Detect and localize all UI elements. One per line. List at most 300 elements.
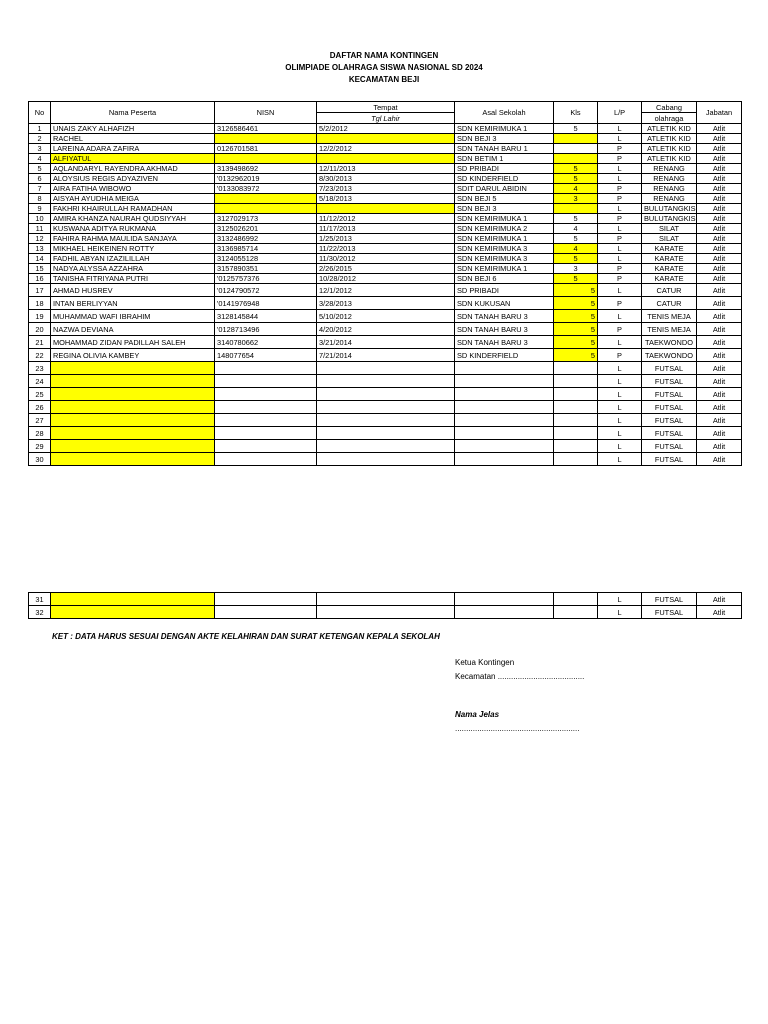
header-cabang: Cabang — [642, 102, 697, 113]
cell-nama — [51, 453, 215, 466]
kecamatan-line: Kecamatan ....................................... — [455, 672, 585, 681]
cell-kls: 5 — [554, 297, 598, 310]
cell-kls: 3 — [554, 194, 598, 204]
table-row — [29, 440, 742, 453]
cell-cabang: CATUR — [642, 297, 697, 310]
cell-no: 22 — [29, 349, 51, 362]
cell-nama: INTAN BERLIYYAN — [51, 297, 215, 310]
cell-nama: AHMAD HUSREV — [51, 284, 215, 297]
cell-kls: 5 — [554, 274, 598, 284]
cell-cabang: RENANG — [642, 194, 697, 204]
cell-lp: P — [598, 154, 642, 164]
cell-tgl: 3/21/2014 — [317, 336, 455, 349]
cell-cabang: FUTSAL — [642, 401, 697, 414]
cell-tgl — [317, 440, 455, 453]
table-row — [29, 194, 742, 204]
cell-no: 26 — [29, 401, 51, 414]
cell-no: 1 — [29, 124, 51, 134]
cell-kls: 5 — [554, 336, 598, 349]
cell-no: 14 — [29, 254, 51, 264]
cell-nama: MUHAMMAD WAFI IBRAHIM — [51, 310, 215, 323]
cell-asal: SDN KEMIRIMUKA 1 — [455, 234, 554, 244]
cell-nisn — [215, 194, 317, 204]
note-text: KET : DATA HARUS SESUAI DENGAN AKTE KELAHIRAN DAN SURAT KETENGAN KEPALA SEKOLAH — [52, 632, 440, 641]
ketua-kontingen-label: Ketua Kontingen — [455, 658, 515, 667]
cell-no: 18 — [29, 297, 51, 310]
cell-tgl: 12/1/2012 — [317, 284, 455, 297]
cell-kls — [554, 593, 598, 606]
cell-kls — [554, 401, 598, 414]
cell-lp: P — [598, 214, 642, 224]
cell-jabatan: Atlit — [697, 174, 742, 184]
cell-asal: SDN KUKUSAN — [455, 297, 554, 310]
cell-lp: L — [598, 362, 642, 375]
cell-tgl — [317, 204, 455, 214]
cell-cabang: ATLETIK KID — [642, 144, 697, 154]
cell-nisn — [215, 375, 317, 388]
cell-nama: KUSWANA ADITYA RUKMANA — [51, 224, 215, 234]
cell-jabatan: Atlit — [697, 224, 742, 234]
cell-nisn: 0126701581 — [215, 144, 317, 154]
cell-cabang: KARATE — [642, 274, 697, 284]
cell-cabang: FUTSAL — [642, 453, 697, 466]
cell-jabatan: Atlit — [697, 214, 742, 224]
cell-lp: P — [598, 349, 642, 362]
cell-lp: P — [598, 234, 642, 244]
cell-asal — [455, 362, 554, 375]
cell-cabang: RENANG — [642, 164, 697, 174]
table-row — [29, 154, 742, 164]
cell-jabatan: Atlit — [697, 453, 742, 466]
cell-nisn: 3136985714 — [215, 244, 317, 254]
cell-asal — [455, 453, 554, 466]
table-row — [29, 427, 742, 440]
cell-cabang: KARATE — [642, 264, 697, 274]
cell-nisn — [215, 204, 317, 214]
cell-no: 2 — [29, 134, 51, 144]
cell-kls — [554, 204, 598, 214]
cell-nisn: 3132486992 — [215, 234, 317, 244]
cell-nisn — [215, 414, 317, 427]
cell-tgl: 1/25/2013 — [317, 234, 455, 244]
cell-no: 13 — [29, 244, 51, 254]
cell-nama: MOHAMMAD ZIDAN PADILLAH SALEH — [51, 336, 215, 349]
header-jabatan: Jabatan — [697, 102, 742, 124]
cell-jabatan: Atlit — [697, 154, 742, 164]
cell-jabatan: Atlit — [697, 284, 742, 297]
cell-jabatan: Atlit — [697, 440, 742, 453]
table-row — [29, 244, 742, 254]
table-row — [29, 297, 742, 310]
table-row — [29, 164, 742, 174]
table-row — [29, 362, 742, 375]
cell-jabatan: Atlit — [697, 336, 742, 349]
table-row — [29, 414, 742, 427]
cell-asal: SDN TANAH BARU 3 — [455, 310, 554, 323]
table-row — [29, 388, 742, 401]
cell-kls: 5 — [554, 323, 598, 336]
cell-nisn: '0124790572 — [215, 284, 317, 297]
cell-no: 10 — [29, 214, 51, 224]
cell-nisn: 3140780662 — [215, 336, 317, 349]
cell-no: 25 — [29, 388, 51, 401]
cell-lp: P — [598, 323, 642, 336]
cell-tgl: 3/28/2013 — [317, 297, 455, 310]
cell-nama — [51, 593, 215, 606]
cell-kls: 5 — [554, 234, 598, 244]
cell-nisn: 3125026201 — [215, 224, 317, 234]
cell-no: 30 — [29, 453, 51, 466]
cell-nisn — [215, 388, 317, 401]
cell-tgl — [317, 154, 455, 164]
table-row — [29, 274, 742, 284]
cell-tgl: 12/11/2013 — [317, 164, 455, 174]
cell-nisn: 3124055128 — [215, 254, 317, 264]
cell-nisn — [215, 593, 317, 606]
nama-jelas-label: Nama Jelas — [455, 710, 500, 719]
cell-jabatan: Atlit — [697, 254, 742, 264]
cell-cabang: TENIS MEJA — [642, 310, 697, 323]
cell-lp: L — [598, 310, 642, 323]
cell-kls — [554, 427, 598, 440]
cell-lp: L — [598, 164, 642, 174]
cell-nama — [51, 401, 215, 414]
cell-no: 4 — [29, 154, 51, 164]
cell-cabang: BULUTANGKIS — [642, 214, 697, 224]
cell-nisn — [215, 401, 317, 414]
cell-lp: P — [598, 274, 642, 284]
title-line-2: OLIMPIADE OLAHRAGA SISWA NASIONAL SD 2024 — [285, 63, 483, 72]
cell-no: 9 — [29, 204, 51, 214]
cell-nisn: '0128713496 — [215, 323, 317, 336]
participant-table-continued-body — [29, 593, 742, 619]
cell-jabatan: Atlit — [697, 234, 742, 244]
cell-tgl — [317, 606, 455, 619]
cell-no: 20 — [29, 323, 51, 336]
cell-kls: 5 — [554, 284, 598, 297]
cell-jabatan: Atlit — [697, 401, 742, 414]
cell-cabang: SILAT — [642, 234, 697, 244]
cell-asal — [455, 414, 554, 427]
cell-nisn: 3157890351 — [215, 264, 317, 274]
cell-jabatan: Atlit — [697, 606, 742, 619]
cell-no: 27 — [29, 414, 51, 427]
cell-kls — [554, 414, 598, 427]
cell-lp: P — [598, 184, 642, 194]
cell-asal — [455, 388, 554, 401]
cell-tgl: 2/26/2015 — [317, 264, 455, 274]
cell-nama: AMIRA KHANZA NAURAH QUDSIYYAH — [51, 214, 215, 224]
cell-nama: NADYA ALYSSA AZZAHRA — [51, 264, 215, 274]
cell-nisn: '0132962019 — [215, 174, 317, 184]
cell-tgl — [317, 414, 455, 427]
cell-asal: SDN BETIM 1 — [455, 154, 554, 164]
cell-tgl: 5/10/2012 — [317, 310, 455, 323]
cell-lp: L — [598, 453, 642, 466]
cell-kls: 3 — [554, 264, 598, 274]
cell-nisn — [215, 427, 317, 440]
header-no: No — [29, 102, 51, 124]
cell-tgl — [317, 401, 455, 414]
cell-kls: 4 — [554, 244, 598, 254]
cell-kls: 4 — [554, 224, 598, 234]
cell-kls — [554, 154, 598, 164]
cell-kls: 5 — [554, 174, 598, 184]
table-row — [29, 134, 742, 144]
cell-kls — [554, 134, 598, 144]
cell-kls: 5 — [554, 214, 598, 224]
cell-no: 6 — [29, 174, 51, 184]
cell-asal — [455, 401, 554, 414]
cell-no: 21 — [29, 336, 51, 349]
cell-cabang: KARATE — [642, 244, 697, 254]
cell-nisn: 3139498692 — [215, 164, 317, 174]
cell-nisn: 3127029173 — [215, 214, 317, 224]
cell-cabang: RENANG — [642, 174, 697, 184]
cell-no: 11 — [29, 224, 51, 234]
table-row — [29, 224, 742, 234]
cell-nama: FAHIRA RAHMA MAULIDA SANJAYA — [51, 234, 215, 244]
table-row — [29, 593, 742, 606]
cell-nisn — [215, 154, 317, 164]
table-row — [29, 214, 742, 224]
cell-nama — [51, 440, 215, 453]
cell-tgl: 11/22/2013 — [317, 244, 455, 254]
cell-cabang: FUTSAL — [642, 388, 697, 401]
cell-jabatan: Atlit — [697, 274, 742, 284]
cell-no: 31 — [29, 593, 51, 606]
cell-cabang: FUTSAL — [642, 440, 697, 453]
cell-nama: REGINA OLIVIA KAMBEY — [51, 349, 215, 362]
table-row — [29, 234, 742, 244]
cell-tgl — [317, 453, 455, 466]
table-row — [29, 284, 742, 297]
cell-lp: L — [598, 593, 642, 606]
cell-asal: SDN BEJI 6 — [455, 274, 554, 284]
cell-tgl — [317, 134, 455, 144]
cell-tgl: 7/21/2014 — [317, 349, 455, 362]
cell-nama: ALFIYATUL — [51, 154, 215, 164]
title-line-3: KECAMATAN BEJI — [348, 75, 420, 84]
cell-nisn — [215, 453, 317, 466]
cell-jabatan: Atlit — [697, 264, 742, 274]
cell-nama: UNAIS ZAKY ALHAFIZH — [51, 124, 215, 134]
cell-nama: AIRA FATIHA WIBOWO — [51, 184, 215, 194]
cell-asal: SDN KEMIRIMUKA 3 — [455, 244, 554, 254]
cell-jabatan: Atlit — [697, 204, 742, 214]
cell-jabatan: Atlit — [697, 593, 742, 606]
cell-cabang: CATUR — [642, 284, 697, 297]
cell-jabatan: Atlit — [697, 194, 742, 204]
cell-lp: L — [598, 224, 642, 234]
cell-tgl: 10/28/2012 — [317, 274, 455, 284]
signature-dots: ........................................................ — [455, 724, 580, 733]
cell-nisn: 3128145844 — [215, 310, 317, 323]
cell-tgl — [317, 427, 455, 440]
cell-lp: L — [598, 388, 642, 401]
cell-kls — [554, 388, 598, 401]
cell-asal: SDN KEMIRIMUKA 1 — [455, 214, 554, 224]
cell-asal — [455, 593, 554, 606]
cell-lp: P — [598, 264, 642, 274]
cell-nisn — [215, 362, 317, 375]
cell-nama: MIKHAEL HEIKEINEN ROTTY — [51, 244, 215, 254]
cell-no: 32 — [29, 606, 51, 619]
cell-nama: NAZWA DEVIANA — [51, 323, 215, 336]
cell-jabatan: Atlit — [697, 144, 742, 154]
cell-lp: P — [598, 297, 642, 310]
cell-nama — [51, 362, 215, 375]
cell-nisn — [215, 606, 317, 619]
table-row — [29, 606, 742, 619]
cell-cabang: KARATE — [642, 254, 697, 264]
cell-tgl: 11/17/2013 — [317, 224, 455, 234]
cell-jabatan: Atlit — [697, 388, 742, 401]
cell-lp: L — [598, 134, 642, 144]
cell-asal: SDN TANAH BARU 3 — [455, 323, 554, 336]
table-row — [29, 124, 742, 134]
table-row — [29, 310, 742, 323]
cell-tgl — [317, 593, 455, 606]
cell-cabang: FUTSAL — [642, 414, 697, 427]
cell-nama: FADHIL ABYAN IZAZILILLAH — [51, 254, 215, 264]
cell-asal: SDN BEJI 3 — [455, 134, 554, 144]
cell-lp: L — [598, 254, 642, 264]
cell-cabang: FUTSAL — [642, 375, 697, 388]
cell-kls: 5 — [554, 310, 598, 323]
header-lp: L/P — [598, 102, 642, 124]
cell-asal — [455, 427, 554, 440]
cell-tgl: 5/2/2012 — [317, 124, 455, 134]
cell-lp: L — [598, 204, 642, 214]
cell-jabatan: Atlit — [697, 323, 742, 336]
cell-kls — [554, 375, 598, 388]
cell-jabatan: Atlit — [697, 184, 742, 194]
cell-tgl: 7/23/2013 — [317, 184, 455, 194]
cell-nama: TANISHA FITRIYANA PUTRI — [51, 274, 215, 284]
participant-table — [28, 101, 742, 466]
cell-tgl: 11/30/2012 — [317, 254, 455, 264]
header-nisn: NISN — [215, 102, 317, 124]
cell-jabatan: Atlit — [697, 310, 742, 323]
cell-cabang: TAEKWONDO — [642, 336, 697, 349]
cell-jabatan: Atlit — [697, 244, 742, 254]
header-nama: Nama Peserta — [51, 102, 215, 124]
cell-tgl — [317, 388, 455, 401]
title-line-1: DAFTAR NAMA KONTINGEN — [329, 51, 439, 60]
table-row — [29, 174, 742, 184]
cell-nama: FAKHRI KHAIRULLAH RAMADHAN — [51, 204, 215, 214]
cell-asal — [455, 375, 554, 388]
table-row — [29, 401, 742, 414]
cell-tgl: 5/18/2013 — [317, 194, 455, 204]
cell-no: 28 — [29, 427, 51, 440]
cell-jabatan: Atlit — [697, 164, 742, 174]
table-row — [29, 144, 742, 154]
cell-cabang: BULUTANGKIS — [642, 204, 697, 214]
cell-lp: P — [598, 144, 642, 154]
cell-lp: L — [598, 414, 642, 427]
cell-cabang: RENANG — [642, 184, 697, 194]
cell-no: 15 — [29, 264, 51, 274]
cell-kls — [554, 440, 598, 453]
cell-asal — [455, 606, 554, 619]
cell-no: 16 — [29, 274, 51, 284]
cell-asal: SDN BEJI 3 — [455, 204, 554, 214]
cell-lp: L — [598, 174, 642, 184]
cell-tgl — [317, 375, 455, 388]
cell-nama — [51, 427, 215, 440]
cell-jabatan: Atlit — [697, 375, 742, 388]
cell-asal: SDN TANAH BARU 3 — [455, 336, 554, 349]
cell-asal: SDN KEMIRIMUKA 3 — [455, 254, 554, 264]
cell-lp: L — [598, 336, 642, 349]
cell-cabang: ATLETIK KID — [642, 154, 697, 164]
table-row — [29, 323, 742, 336]
header-asal-sekolah: Asal Sekolah — [455, 102, 554, 124]
cell-tgl: 11/12/2012 — [317, 214, 455, 224]
cell-nama: AISYAH AYUDHIA MEIGA — [51, 194, 215, 204]
cell-kls — [554, 362, 598, 375]
cell-nisn: 3126586461 — [215, 124, 317, 134]
cell-nama — [51, 388, 215, 401]
cell-nama: ALOYSIUS REGIS ADYAZIVEN — [51, 174, 215, 184]
cell-asal: SDN KEMIRIMUKA 1 — [455, 124, 554, 134]
cell-lp: L — [598, 440, 642, 453]
cell-lp: L — [598, 244, 642, 254]
cell-kls: 4 — [554, 184, 598, 194]
table-row — [29, 264, 742, 274]
document-title — [0, 50, 768, 86]
cell-cabang: FUTSAL — [642, 593, 697, 606]
cell-nama — [51, 606, 215, 619]
cell-jabatan: Atlit — [697, 297, 742, 310]
cell-no: 12 — [29, 234, 51, 244]
cell-cabang: FUTSAL — [642, 606, 697, 619]
table-row — [29, 204, 742, 214]
cell-cabang: ATLETIK KID — [642, 134, 697, 144]
cell-cabang: FUTSAL — [642, 427, 697, 440]
table-row — [29, 254, 742, 264]
table-row — [29, 453, 742, 466]
cell-kls — [554, 453, 598, 466]
cell-lp: L — [598, 124, 642, 134]
cell-no: 24 — [29, 375, 51, 388]
cell-kls — [554, 606, 598, 619]
cell-asal: SDN KEMIRIMUKA 1 — [455, 264, 554, 274]
cell-no: 5 — [29, 164, 51, 174]
cell-no: 17 — [29, 284, 51, 297]
cell-nisn: '0133083972 — [215, 184, 317, 194]
cell-no: 8 — [29, 194, 51, 204]
table-row — [29, 184, 742, 194]
cell-nisn — [215, 440, 317, 453]
cell-asal: SD PRIBADI — [455, 284, 554, 297]
cell-asal: SDIT DARUL ABIDIN — [455, 184, 554, 194]
cell-kls — [554, 144, 598, 154]
cell-jabatan: Atlit — [697, 414, 742, 427]
table-row — [29, 375, 742, 388]
cell-no: 19 — [29, 310, 51, 323]
cell-kls: 5 — [554, 124, 598, 134]
table-row — [29, 349, 742, 362]
cell-cabang: FUTSAL — [642, 362, 697, 375]
cell-tgl: 12/2/2012 — [317, 144, 455, 154]
cell-no: 7 — [29, 184, 51, 194]
cell-kls: 5 — [554, 254, 598, 264]
cell-lp: L — [598, 427, 642, 440]
cell-asal: SDN KEMIRIMUKA 2 — [455, 224, 554, 234]
